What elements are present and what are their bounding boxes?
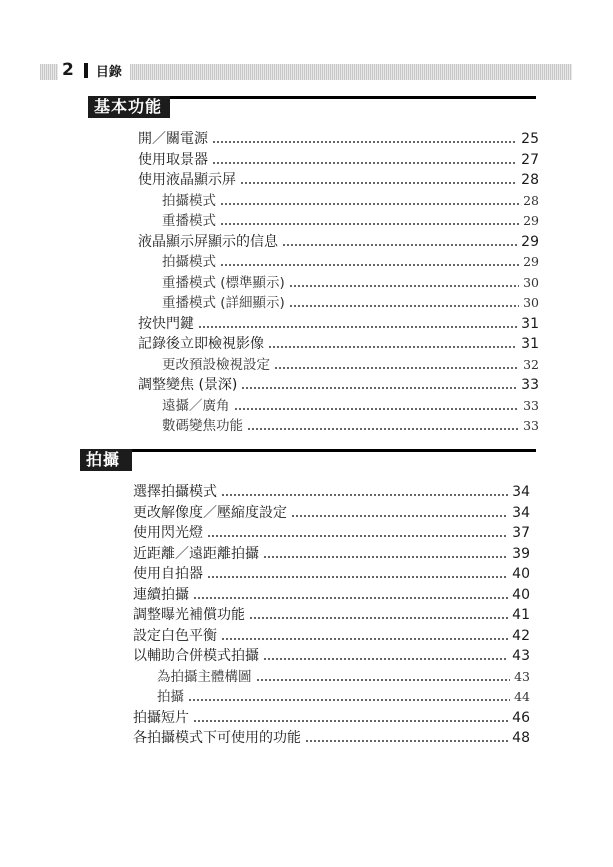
dot-leader [240,182,517,184]
section-heading-label: 基本功能 [94,97,163,116]
toc-entry[interactable] [138,231,539,251]
toc-entry-page: 40 [512,586,530,603]
toc-subentry[interactable] [162,292,539,312]
toc-entry-page: 30 [523,295,539,310]
toc-entry-title: 拍攝模式 [162,254,216,270]
page-header [58,60,130,80]
dot-leader [207,535,508,537]
toc-entry-page: 29 [523,254,539,269]
dot-leader [263,556,508,558]
toc-entry-page: 46 [512,709,530,726]
dot-leader [234,408,520,410]
toc-entry[interactable] [138,149,539,169]
toc-entry-title: 重播模式 (標準顯示) [162,274,285,291]
dot-leader [289,285,519,287]
section-heading-shooting [80,449,536,471]
dot-leader [249,617,508,619]
toc-entry-page: 29 [523,213,539,228]
dot-leader [207,576,508,578]
dot-leader [291,515,508,517]
toc-subentry[interactable] [162,190,539,210]
toc-entry-page: 29 [521,233,539,250]
dot-leader [247,428,519,430]
toc-entry-title: 重播模式 (詳細顯示) [162,295,285,311]
toc-entry-title: 數碼變焦功能 [162,418,243,434]
toc-entry[interactable] [133,481,530,501]
toc-subentry[interactable] [157,666,530,686]
toc-entry-title: 以輔助合併模式拍攝 [133,648,259,664]
section-heading-label: 拍攝 [86,450,121,469]
toc-subentry[interactable] [162,395,539,415]
toc-entry-title: 連續拍攝 [133,586,189,603]
toc-entry-page: 27 [521,151,539,168]
toc-entry-page: 44 [514,689,530,704]
toc-entry-title: 調整變焦 (景深) [138,377,238,393]
toc-entry-title: 拍攝 [157,689,184,705]
dot-leader [221,494,508,496]
toc-entry-page: 39 [512,545,530,562]
dot-leader [188,699,510,701]
dot-leader [198,326,517,328]
dot-leader [220,203,519,205]
toc-subentry[interactable] [157,686,530,706]
toc-entry[interactable] [133,604,530,624]
dot-leader [241,387,517,389]
toc-entry-title: 重播模式 [162,213,216,229]
toc-entry[interactable] [133,727,530,747]
toc-entry-page: 40 [512,566,530,582]
toc-entry-page: 42 [512,627,530,644]
toc-entry[interactable] [133,543,530,563]
toc-entry[interactable] [133,563,530,583]
dot-leader [263,658,508,660]
toc-entry-title: 設定白色平衡 [133,627,217,644]
toc-entry-page: 43 [512,648,530,664]
toc-entry[interactable] [133,584,530,604]
toc-entry-title: 遠攝／廣角 [162,397,230,414]
toc-entry[interactable] [133,522,530,542]
dot-leader [212,141,517,143]
toc-entry-page: 33 [523,397,539,413]
dot-leader [282,244,517,246]
dot-leader [221,638,508,640]
section-rule [80,449,536,452]
toc-entry-title: 按快門鍵 [138,315,194,332]
toc-entry-title: 使用自拍器 [133,566,203,582]
toc-subentry[interactable] [162,415,539,435]
toc-entry-page: 43 [514,668,530,684]
toc-subentry[interactable] [162,354,539,374]
page-title: 目錄 [95,64,122,80]
dot-leader [220,223,519,225]
toc-entry[interactable] [138,374,539,394]
toc-entry-title: 更改預設檢視設定 [162,356,270,373]
header-divider [84,63,88,78]
toc-entry-page: 41 [512,607,530,623]
toc-entry-page: 31 [521,336,539,352]
toc-entry-title: 拍攝模式 [162,192,216,209]
toc-entry-title: 使用閃光燈 [133,525,203,541]
section-heading-basic [88,96,536,118]
toc-entry-title: 拍攝短片 [133,709,189,726]
toc-entry-title: 選擇拍攝模式 [133,484,217,500]
toc-entry-page: 30 [523,274,539,290]
toc-entry-page: 32 [523,356,539,372]
toc-entry-page: 31 [521,315,539,332]
dot-leader [193,720,508,722]
page-number: 2 [62,60,74,80]
toc-entry-title: 各拍攝模式下可使用的功能 [133,730,301,746]
toc-entry-page: 33 [523,418,539,433]
toc-entry-title: 更改解像度／壓縮度設定 [133,504,287,521]
toc-entry-page: 48 [512,730,530,746]
toc-entry[interactable] [133,645,530,665]
toc-entry-page: 28 [523,192,539,208]
toc-entry[interactable] [133,502,530,522]
dot-leader [220,264,519,266]
toc-entry-title: 為拍攝主體構圖 [157,668,252,685]
toc-subentry[interactable] [162,272,539,292]
toc-entry[interactable] [138,128,539,148]
toc-entry-title: 液晶顯示屏顯示的信息 [138,233,278,250]
dot-leader [274,367,519,369]
toc-entry-page: 37 [512,525,530,541]
toc-entry[interactable] [138,313,539,333]
dot-leader [212,162,517,164]
dot-leader [193,597,508,599]
toc-entry-page: 25 [521,131,539,147]
toc-subentry[interactable] [162,210,539,230]
dot-leader [256,679,511,681]
toc-entry[interactable] [138,169,539,189]
toc-entry-title: 近距離／遠距離拍攝 [133,545,259,562]
dot-leader [305,740,508,742]
toc-subentry[interactable] [162,251,539,271]
toc-entry-title: 記錄後立即檢視影像 [138,336,264,352]
toc-entry-page: 34 [512,504,530,521]
toc-entry-page: 33 [521,377,539,393]
dot-leader [289,305,519,307]
toc-entry-title: 開／關電源 [138,131,208,147]
dot-leader [268,346,517,348]
toc-entry-page: 28 [521,172,539,188]
toc-entry[interactable] [138,333,539,353]
toc-entry-title: 使用取景器 [138,151,208,168]
toc-entry[interactable] [133,707,530,727]
toc-entry[interactable] [133,625,530,645]
toc-entry-title: 使用液晶顯示屏 [138,172,236,188]
toc-entry-title: 調整曝光補償功能 [133,607,245,623]
toc-entry-page: 34 [512,484,530,500]
